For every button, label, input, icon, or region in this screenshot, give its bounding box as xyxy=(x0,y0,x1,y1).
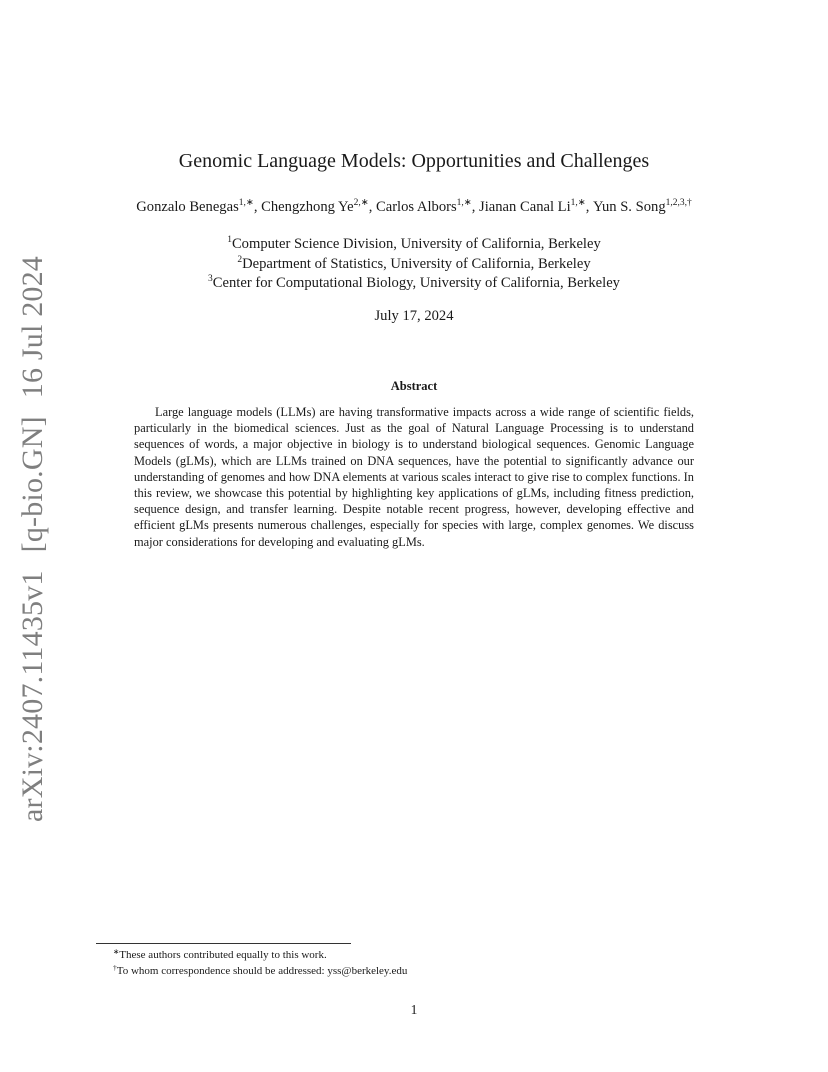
arxiv-identifier-stamp xyxy=(16,238,50,822)
abstract-body: Large language models (LLMs) are having transformative impacts across a wide range of scientific fields, particularly in the biomedical sciences. Just as the goal of Natural Language Processing is to understand sequences of words, a major objective in biology is to understand biological sequences. Genomic Language Models (gLMs), which are LLMs trained on DNA sequences, have the potential to significantly advance our understanding of genomes and how DNA elements at various scales interact to give rise to complex functions. In this review, we showcase this potential by highlighting key applications of gLMs, including fitness prediction, sequence design, and transfer learning. Despite notable recent progress, however, developing effective and efficient gLMs presents numerous challenges, especially for species with large, complex genomes. We discuss major considerations for developing and evaluating gLMs. xyxy=(134,405,694,549)
affiliation: $^3$Center for Computational Biology, University of California, Berkeley xyxy=(208,274,620,291)
paper-title: Genomic Language Models: Opportunities and Challenges xyxy=(178,150,650,172)
arxiv-category: [q-bio.GN] xyxy=(16,416,49,553)
page-number: 1 xyxy=(410,1002,418,1017)
publication-date: July 17, 2024 xyxy=(374,308,454,324)
author: Jianan Canal $Li^{1,∗}$, xyxy=(479,198,594,215)
footnote-equal-contribution: ∗These authors contributed equally to this work. xyxy=(113,947,327,961)
arxiv-id: arXiv:2407.11435v1 xyxy=(16,570,49,822)
author: Gonzalo Benegas$^{1,∗}$, xyxy=(136,198,262,215)
affiliation-list xyxy=(0,235,828,294)
author: Chengzhong $Ye^{2,∗}$, xyxy=(261,198,376,215)
footnote-divider xyxy=(96,943,351,944)
abstract-heading: Abstract xyxy=(390,379,438,393)
affiliation: $^1$Computer Science Division, University of California, Berkeley xyxy=(227,235,601,252)
footnotes xyxy=(113,948,753,979)
affiliation: $^2$Department of Statistics, University of California, Berkeley xyxy=(237,254,591,272)
author-list xyxy=(0,199,828,216)
footnote-correspondence: †To whom correspondence should be addressed: yss@berkeley.edu xyxy=(113,962,408,977)
correspondence-email-link[interactable]: yss@berkeley.edu xyxy=(327,964,408,977)
author: Carlos Albors$^{1,∗}$, xyxy=(375,198,480,215)
arxiv-date: 16 Jul 2024 xyxy=(16,256,49,399)
author: Yun S. Song$^{1,2,3,\dagger}$ xyxy=(593,198,692,215)
